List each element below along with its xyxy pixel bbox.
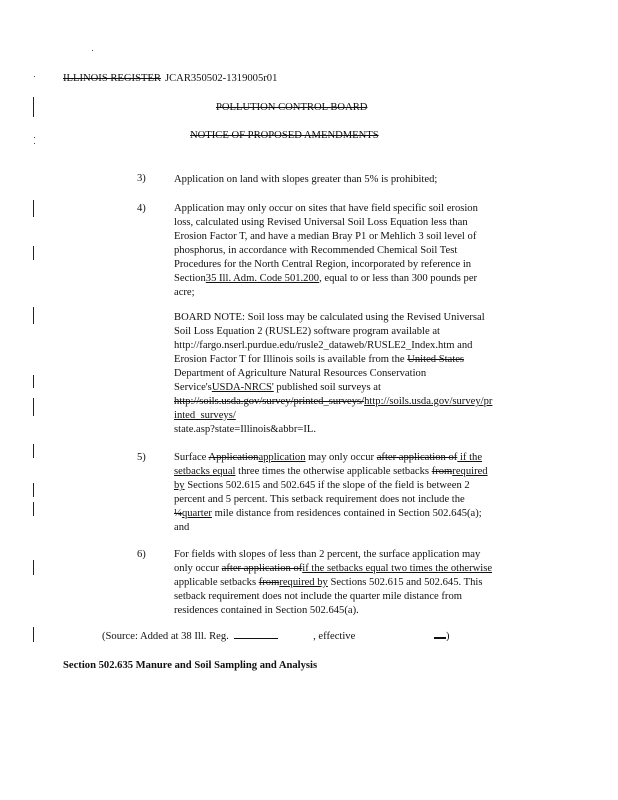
text-run: Sections 502.615 and 502.645 if the slope of the field is between 2: [184, 480, 470, 491]
board-note-line: BOARD NOTE: Soil loss may be calculated using the Revised Universal: [174, 312, 485, 323]
text-run: Surface: [174, 452, 209, 463]
text-run: , equal to or less than 300 pounds per: [319, 273, 478, 284]
inserted-text: 35 Ill. Adm. Code 501.200: [205, 273, 320, 284]
item-text-line: [174, 507, 482, 520]
text-run: three times the otherwise applicable setbacks: [235, 466, 432, 477]
scan-speck: [34, 143, 35, 144]
section-heading: Section 502.635 Manure and Soil Sampling and Analysis: [63, 660, 318, 671]
item-number: 4): [137, 203, 146, 214]
inserted-text: required: [452, 466, 488, 477]
revision-bar: [33, 97, 34, 117]
item-text-line: [174, 562, 492, 575]
inserted-text: http://soils.usda.gov/survey/pr: [364, 396, 493, 407]
register-title: ILLINOIS REGISTER: [63, 73, 161, 84]
item-text: Application on land with slopes greater than 5% is prohibited;: [174, 174, 438, 185]
inserted-text: quarter: [181, 508, 212, 519]
board-title: POLLUTION CONTROL BOARD: [216, 102, 368, 113]
item-text-line: [174, 479, 470, 492]
blank-line: [234, 638, 278, 639]
source-note: [102, 630, 449, 643]
page-header: [63, 73, 277, 84]
deleted-text: from: [258, 577, 280, 588]
text-run: Sections 502.615 and 502.645. This: [327, 577, 483, 588]
deleted-text: Application: [208, 452, 259, 463]
deleted-text: ¼: [174, 508, 182, 519]
deleted-text: from: [431, 466, 453, 477]
text-run: may only occur: [305, 452, 377, 463]
board-note-line: Department of Agriculture Natural Resources Conservation: [174, 368, 427, 379]
inserted-text: if the setbacks equal two times the otherwise: [302, 563, 493, 574]
item-text-line: [174, 465, 488, 478]
deleted-text: United States: [407, 354, 465, 365]
revision-bar: [33, 375, 34, 388]
deleted-text: after application of: [376, 452, 458, 463]
revision-bar: [33, 200, 34, 217]
scan-speck: [92, 50, 93, 51]
blank-line: [434, 637, 446, 639]
board-note-line: [174, 395, 492, 408]
revision-bar: [33, 307, 34, 324]
revision-bar: [33, 398, 34, 416]
board-note-line: [174, 353, 464, 366]
item-text-line: phosphorus, in accordance with Recommended Chemical Soil Test: [174, 245, 458, 256]
item-number: 3): [137, 173, 146, 184]
deleted-text: http://soils.usda.gov/survey/printed_surveys/: [174, 396, 365, 407]
revision-bar: [33, 627, 34, 642]
revision-bar: [33, 246, 34, 260]
text-run: Service's: [174, 382, 212, 393]
notice-title: NOTICE OF PROPOSED AMENDMENTS: [190, 130, 379, 141]
board-note-line: http://fargo.nserl.purdue.edu/rusle2_dataweb/RUSLE2_Index.htm and: [174, 340, 473, 351]
item-text-line: acre;: [174, 287, 195, 298]
text-run: Section: [174, 273, 206, 284]
inserted-text: if the: [457, 452, 483, 463]
scan-speck: [34, 76, 35, 77]
inserted-text: setbacks equal: [174, 466, 236, 477]
item-number: 5): [137, 452, 146, 463]
item-text-line: loss, calculated using Revised Universal Soil Loss Equation less than: [174, 217, 468, 228]
item-text-line: Application may only occur on sites that have field specific soil erosion: [174, 203, 478, 214]
source-prefix: (Source: Added at 38 Ill. Reg.: [102, 631, 229, 642]
source-suffix: ): [445, 631, 450, 642]
board-note-line: Soil Loss Equation 2 (RUSLE2) software program available at: [174, 326, 440, 337]
item-text-line: setback requirement does not include the quarter mile distance from: [174, 591, 462, 602]
text-run: applicable setbacks: [174, 577, 259, 588]
item-text-line: Procedures for the North Central Region, incorporated by reference in: [174, 259, 472, 270]
deleted-text: after application of: [221, 563, 303, 574]
file-id: JCAR350502-1319005r01: [164, 73, 278, 84]
item-text-line: For fields with slopes of less than 2 percent, the surface application may: [174, 549, 481, 560]
item-text-line: [174, 451, 482, 464]
board-note-line: [174, 381, 381, 394]
item-number: 6): [137, 549, 146, 560]
inserted-text: by: [174, 480, 185, 491]
item-text-line: and: [174, 522, 190, 533]
item-text-line: [174, 272, 477, 285]
item-text-line: residences contained in Section 502.645(a).: [174, 605, 359, 616]
text-run: mile distance from residences contained in Section 502.645(a);: [211, 508, 482, 519]
item-text-line: [174, 576, 482, 589]
item-text-line: Erosion Factor T, and have a median Bray P1 or Mehlich 3 soil level of: [174, 231, 477, 242]
item-text-line: percent and 5 percent. This setback requirement does not include the: [174, 494, 465, 505]
text-run: only occur: [174, 563, 222, 574]
board-note-line: inted_surveys/: [174, 410, 236, 421]
revision-bar: [33, 560, 34, 575]
board-note-line: state.asp?state=Illinois&abbr=IL.: [174, 424, 316, 435]
text-run: Erosion Factor T for Illinois soils is available from the: [174, 354, 408, 365]
revision-bar: [33, 502, 34, 516]
source-middle: , effective: [313, 631, 356, 642]
inserted-text: required by: [279, 577, 328, 588]
text-run: published soil surveys at: [273, 382, 381, 393]
revision-bar: [33, 444, 34, 458]
revision-bar: [33, 483, 34, 497]
scan-speck: [34, 137, 35, 138]
inserted-text: USDA-NRCS': [211, 382, 274, 393]
inserted-text: application: [258, 452, 306, 463]
